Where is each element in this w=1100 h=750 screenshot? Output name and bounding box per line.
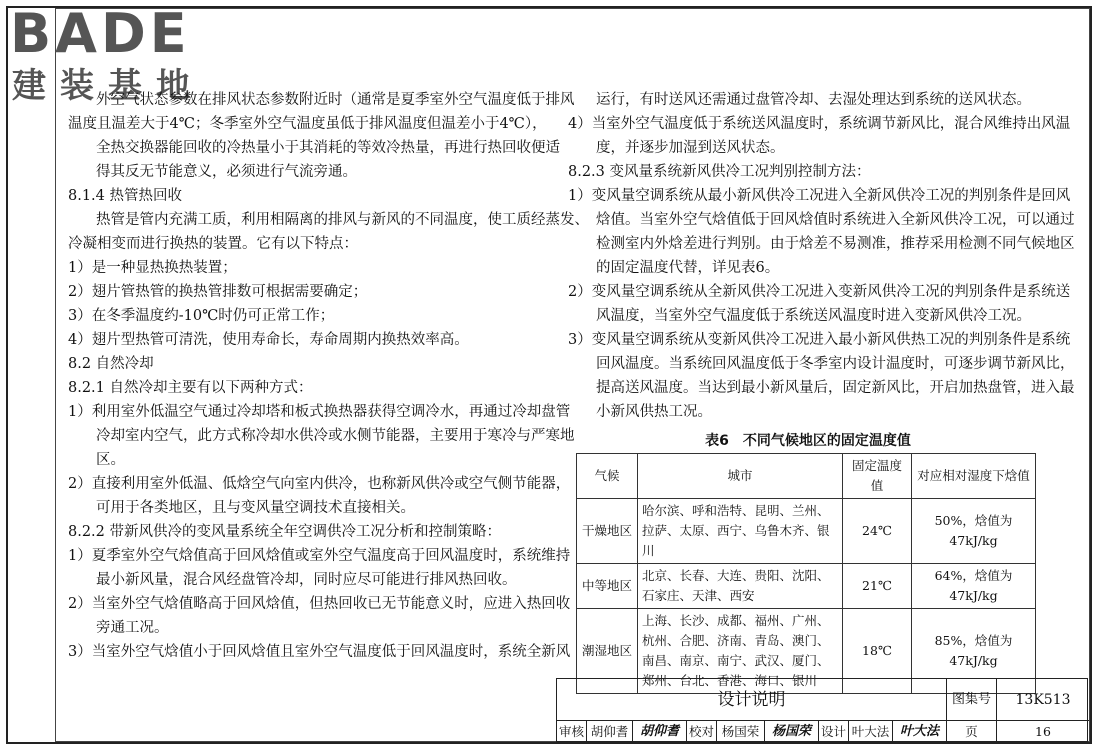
section-heading: 8.2.3 变风量系统新风供冷工况判别控制方法： xyxy=(568,164,871,180)
text-line: 可用于各类地区，且与变风量空调技术直接相关。 xyxy=(96,500,415,516)
text-line: 最小新风量，混合风经盘管冷却，同时应尽可能进行排风热回收。 xyxy=(96,572,517,588)
text-line: 全热交换器能回收的冷热量小于其消耗的等效冷热量，再进行热回收便适 xyxy=(96,140,560,156)
table-cell-zone: 潮湿地区 xyxy=(577,609,638,694)
page-number: 16 xyxy=(1035,724,1051,739)
text-line: 运行，有时送风还需通过盘管冷却、去湿处理达到系统的送风状态。 xyxy=(596,92,1031,108)
section-heading: 8.1.4 热管热回收 xyxy=(68,188,183,204)
table-header-row xyxy=(577,454,1036,499)
designer-name: 叶大法 xyxy=(849,721,893,742)
right-text-column xyxy=(568,88,1075,424)
text-line: 冷凝相变而进行换热的装置。它有以下特点： xyxy=(68,236,358,252)
reviewer-signature: 胡仰耆 xyxy=(633,721,687,742)
table-cell-enthalpy: 85%，焓值为47kJ/kg xyxy=(912,609,1036,694)
text-line: 区。 xyxy=(96,452,125,468)
table-cell-temp: 21℃ xyxy=(843,564,912,609)
left-text-column xyxy=(68,88,589,664)
table-header: 气候 xyxy=(577,454,638,499)
table-cell-zone: 干燥地区 xyxy=(577,499,638,564)
text-line: 的固定温度代替，详见表6。 xyxy=(596,260,780,276)
table-cell-temp: 24℃ xyxy=(843,499,912,564)
table-header: 固定温度值 xyxy=(843,454,912,499)
table-cell-cities: 北京、长春、大连、贵阳、沈阳、石家庄、天津、西安 xyxy=(638,564,843,609)
table-cell-cities: 上海、长沙、成都、福州、广州、杭州、合肥、济南、青岛、澳门、南昌、南京、南宁、武汉、厦门、郑州、台北、香港、海口、银川 xyxy=(638,609,843,694)
section-heading: 8.2.1 自然冷却主要有以下两种方式： xyxy=(68,380,313,396)
designer-signature: 叶大法 xyxy=(893,721,947,742)
list-item: 2）直接利用室外低温、低焓空气向室内供冷，也称新风供冷或空气侧节能器， xyxy=(68,476,571,492)
list-item: 1）利用室外低温空气通过冷却塔和板式换热器获得空调冷水，再通过冷却盘管 xyxy=(68,404,571,420)
text-line: 小新风供热工况。 xyxy=(596,404,712,420)
table-header: 对应相对湿度下焓值 xyxy=(912,454,1036,499)
text-line: 提高送风温度。当达到最小新风量后，固定新风比，开启加热盘管，进入最 xyxy=(596,380,1075,396)
design-label: 设计 xyxy=(819,721,849,742)
atlas-number: 13K513 xyxy=(997,679,1089,721)
table-header: 城市 xyxy=(638,454,843,499)
text-line: 旁通工况。 xyxy=(96,620,169,636)
text-line: 回风温度。当系统回风温度低于冬季室内设计温度时，可逐步调节新风比， xyxy=(596,356,1075,372)
list-item: 3）当室外空气焓值小于回风焓值且室外空气温度低于回风温度时，系统全新风 xyxy=(68,644,571,660)
text-line: 热管是管内充满工质，利用相隔离的排风与新风的不同温度，使工质经蒸发、 xyxy=(96,212,589,228)
drawing-title: 设计说明 xyxy=(557,679,947,721)
section-heading: 8.2.2 带新风供冷的变风量系统全年空调供冷工况分析和控制策略： xyxy=(68,524,502,540)
table-row xyxy=(577,564,1036,609)
signature-row xyxy=(557,721,1089,743)
text-line: 度，并逐步加湿到送风状态。 xyxy=(596,140,785,156)
list-item: 2）变风量空调系统从全新风供冷工况进入变新风供冷工况的判别条件是系统送 xyxy=(568,284,1071,300)
table-row xyxy=(577,499,1036,564)
text-line: 温度且温差大于4℃；冬季室外空气温度虽低于排风温度但温差小于4℃）， xyxy=(68,116,547,132)
text-line: 焓值。当室外空气焓值低于回风焓值时系统进入全新风供冷工况，可以通过 xyxy=(596,212,1075,228)
table-cell-enthalpy: 50%，焓值为47kJ/kg xyxy=(912,499,1036,564)
table-cell-enthalpy: 64%，焓值为47kJ/kg xyxy=(912,564,1036,609)
atlas-number-label: 图集号 xyxy=(947,679,997,721)
climate-table xyxy=(576,453,1036,694)
check-label: 校对 xyxy=(687,721,717,742)
logo-latin-text: BADE xyxy=(10,2,191,65)
text-line: 得其反无节能意义，必须进行气流旁通。 xyxy=(96,164,357,180)
list-item: 3）变风量空调系统从变新风供冷工况进入最小新风供热工况的判别条件是系统 xyxy=(568,332,1071,348)
list-item: 4）翅片型热管可清洗，使用寿命长，寿命周期内换热效率高。 xyxy=(68,332,469,348)
list-item: 1）是一种显热换热装置； xyxy=(68,260,237,276)
logo-cjk-text: 建装基地 xyxy=(12,66,204,106)
list-item: 2）翅片管热管的换热管排数可根据需要确定； xyxy=(68,284,368,300)
text-line: 冷却室内空气，此方式称冷却水供冷或水侧节能器，主要用于寒冷与严寒地 xyxy=(96,428,575,444)
drawing-title-block xyxy=(556,678,1088,742)
review-label: 审核 xyxy=(557,721,587,742)
text-line: 外空气状态参数在排风状态参数附近时（通常是夏季室外空气温度低于排风 xyxy=(96,92,575,108)
text-line: 检测室内外焓差进行判别。由于焓差不易测准，推荐采用检测不同气候地区 xyxy=(596,236,1075,252)
page-label: 页 xyxy=(947,721,997,742)
section-heading: 8.2 自然冷却 xyxy=(68,356,154,372)
table-cell-zone: 中等地区 xyxy=(577,564,638,609)
list-item: 4）当室外空气温度低于系统送风温度时，系统调节新风比，混合风维持出风温 xyxy=(568,116,1071,132)
table-caption: 表6 不同气候地区的固定温度值 xyxy=(705,433,911,449)
text-line: 风温度，当室外空气温度低于系统送风温度时进入变新风供冷工况。 xyxy=(596,308,1031,324)
list-item: 3）在冬季温度约-10℃时仍可正常工作； xyxy=(68,308,335,324)
list-item: 1）夏季室外空气焓值高于回风焓值或室外空气温度高于回风温度时，系统维持 xyxy=(68,548,571,564)
table-cell-cities: 哈尔滨、呼和浩特、昆明、兰州、拉萨、太原、西宁、乌鲁木齐、银川 xyxy=(638,499,843,564)
list-item: 2）当室外空气焓值略高于回风焓值，但热回收已无节能意义时，应进入热回收 xyxy=(68,596,571,612)
checker-signature: 杨国荣 xyxy=(765,721,819,742)
list-item: 1）变风量空调系统从最小新风供冷工况进入全新风供冷工况的判别条件是回风 xyxy=(568,188,1071,204)
table-cell-temp: 18℃ xyxy=(843,609,912,694)
reviewer-name: 胡仰耆 xyxy=(587,721,633,742)
checker-name: 杨国荣 xyxy=(717,721,765,742)
